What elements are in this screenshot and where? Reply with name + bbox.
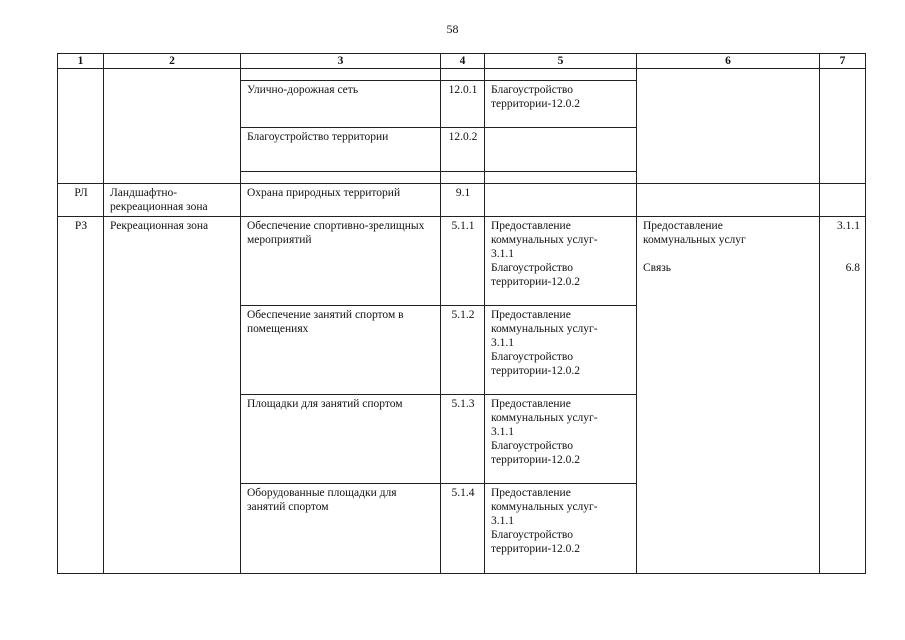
text-line: 3.1.1 xyxy=(491,248,514,260)
text-line: мероприятий xyxy=(247,234,312,246)
cell-code: 12.0.2 xyxy=(441,128,485,172)
spacer-row xyxy=(58,69,866,81)
text-line: Благоустройство xyxy=(491,351,573,363)
cell-code: 9.1 xyxy=(441,184,485,217)
text-line: Благоустройство xyxy=(491,529,573,541)
text-line: Предоставление xyxy=(491,398,571,410)
cell-zone-code: РЗ xyxy=(58,217,104,574)
cell-empty xyxy=(637,69,820,184)
cell-aux-uses xyxy=(485,306,637,395)
cell-empty xyxy=(820,184,866,217)
page-number: 58 xyxy=(446,22,459,36)
cell-zone-name xyxy=(104,184,241,217)
text-line: 3.1.1 xyxy=(491,337,514,349)
text-line: помещениях xyxy=(247,323,309,335)
cell-empty xyxy=(241,69,441,81)
text-line: Предоставление xyxy=(643,220,723,232)
cell-use-name xyxy=(241,484,441,574)
text-line: Обеспечение спортивно-зрелищных xyxy=(247,220,425,232)
text-line: территории-12.0.2 xyxy=(491,454,581,466)
cell-aux-uses xyxy=(485,395,637,484)
text-line: Оборудованные площадки для xyxy=(247,487,397,499)
text-line: коммунальных услуг- xyxy=(491,234,598,246)
cell-use-name: Охрана природных территорий xyxy=(241,184,441,217)
text-line: занятий спортом xyxy=(247,501,329,513)
text-line: 6.8 xyxy=(845,262,860,274)
cell-use-name xyxy=(241,217,441,306)
cell-empty xyxy=(820,69,866,184)
text-line: территории-12.0.2 xyxy=(491,543,581,555)
cell-use-name xyxy=(241,395,441,484)
text-line: коммунальных услуг- xyxy=(491,412,598,424)
header-col-7: 7 xyxy=(820,54,866,69)
header-col-6: 6 xyxy=(637,54,820,69)
cell-zone-name: Рекреационная зона xyxy=(104,217,241,574)
header-col-1: 1 xyxy=(58,54,104,69)
table-header-row xyxy=(58,54,866,69)
cell-code: 5.1.2 xyxy=(441,306,485,395)
text-line: коммунальных услуг- xyxy=(491,501,598,513)
cell-aux-uses xyxy=(485,217,637,306)
text-line: 3.1.1 xyxy=(491,426,514,438)
text-line: Ландшафтно- xyxy=(110,187,178,199)
text-line: Благоустройство xyxy=(491,440,573,452)
cell-empty xyxy=(485,172,637,184)
cell-use-name: Улично-дорожная сеть xyxy=(241,81,441,128)
cell-zone-code: РЛ xyxy=(58,184,104,217)
text-line: Предоставление xyxy=(491,220,571,232)
cell-code: 12.0.1 xyxy=(441,81,485,128)
text-line: коммунальных услуг xyxy=(643,234,746,246)
text-line: 3.1.1 xyxy=(491,515,514,527)
text-line: Предоставление xyxy=(491,487,571,499)
text-line: Благоустройство xyxy=(491,262,573,274)
cell-conditional-codes xyxy=(820,217,866,574)
cell-empty xyxy=(441,172,485,184)
cell-aux-uses xyxy=(485,81,637,128)
text-line: территории-12.0.2 xyxy=(491,98,581,110)
header-col-3: 3 xyxy=(241,54,441,69)
cell-use-name xyxy=(241,306,441,395)
header-col-5: 5 xyxy=(485,54,637,69)
header-col-4: 4 xyxy=(441,54,485,69)
cell-empty xyxy=(104,69,241,184)
text-line: Благоустройство xyxy=(491,84,573,96)
text-line: Обеспечение занятий спортом в xyxy=(247,309,404,321)
table-row-rz-1 xyxy=(58,217,866,306)
cell-conditional-uses xyxy=(637,217,820,574)
cell-empty xyxy=(485,128,637,172)
cell-empty xyxy=(441,69,485,81)
text-line: 3.1.1 xyxy=(837,220,860,232)
cell-empty xyxy=(485,69,637,81)
table-row-rl xyxy=(58,184,866,217)
cell-empty xyxy=(241,172,441,184)
cell-empty xyxy=(58,69,104,184)
cell-use-name: Благоустройство территории xyxy=(241,128,441,172)
text-line: территории-12.0.2 xyxy=(491,276,581,288)
cell-empty xyxy=(637,184,820,217)
text-line: территории-12.0.2 xyxy=(491,365,581,377)
cell-empty xyxy=(485,184,637,217)
cell-code: 5.1.1 xyxy=(441,217,485,306)
cell-aux-uses xyxy=(485,484,637,574)
zoning-table xyxy=(57,53,866,574)
text-line: Связь xyxy=(643,262,672,274)
text-line: коммунальных услуг- xyxy=(491,323,598,335)
header-col-2: 2 xyxy=(104,54,241,69)
text-line: Площадки для занятий спортом xyxy=(247,398,403,410)
cell-code: 5.1.4 xyxy=(441,484,485,574)
text-line: рекреационная зона xyxy=(110,201,208,213)
text-line: Предоставление xyxy=(491,309,571,321)
cell-code: 5.1.3 xyxy=(441,395,485,484)
